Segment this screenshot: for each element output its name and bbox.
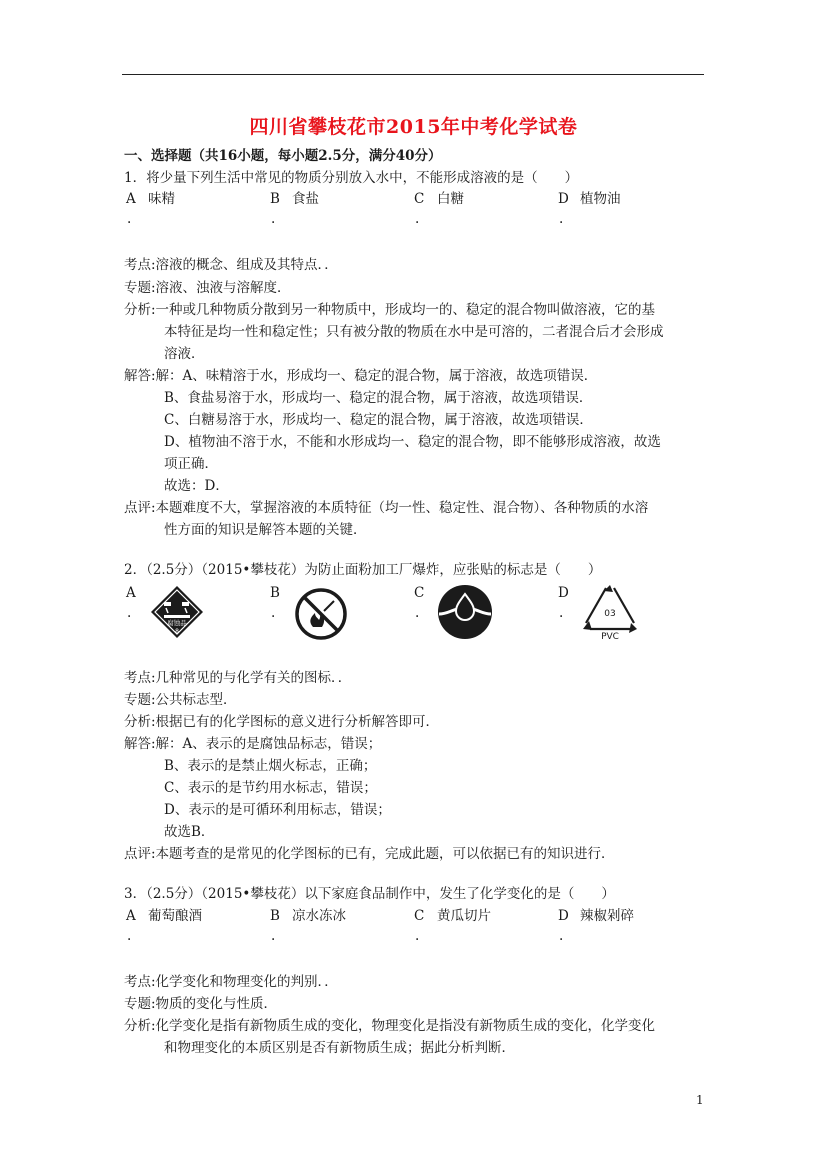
q1-option-d-letter: D (558, 191, 569, 207)
q2-option-dot: . (559, 605, 564, 621)
q3-option-dot: . (559, 928, 564, 944)
svg-text:腐蚀品: 腐蚀品 (167, 619, 187, 627)
q2-option-d-letter: D (558, 585, 569, 601)
q1-zhuanti: 专题:溶液、浊液与溶解度． (124, 280, 291, 296)
q2-jieda-line: 解答:解：A、表示的是腐蚀品标志，错误； (124, 736, 382, 752)
q1-fenxi-line: 分析:一种或几种物质分散到另一种物质中，形成均一的、稳定的混合物叫做溶液，它的基 (124, 302, 656, 318)
q1-option-dot: . (415, 211, 420, 227)
q3-option-b-text: 凉水冻冰 (292, 908, 346, 924)
q1-option-dot: . (127, 211, 132, 227)
page-title: 四川省攀枝花市2015年中考化学试卷 (249, 116, 578, 138)
q2-option-dot: . (271, 605, 276, 621)
svg-text:8: 8 (175, 628, 179, 635)
corrosive-icon (150, 585, 204, 639)
water-saving-icon (437, 584, 493, 640)
q1-jieda-line: B、食盐易溶于水，形成均一、稳定的混合物，属于溶液，故选项错误． (164, 390, 593, 406)
q1-option-c-text: 白糖 (437, 191, 464, 207)
q1-jieda-line: 项正确． (164, 456, 218, 472)
q2-jieda-line: B、表示的是禁止烟火标志，正确； (164, 758, 377, 774)
q2-jieda-line: D、表示的是可循环利用标志，错误； (164, 802, 391, 818)
q1-fenxi-line: 本特征是均一性和稳定性；只有被分散的物质在水中是可溶的，二者混合后才会形成 (164, 324, 664, 340)
q2-option-dot: . (127, 605, 132, 621)
q3-fenxi-line: 分析:化学变化是指有新物质生成的变化，物理变化是指没有新物质生成的变化，化学变化 (124, 1018, 656, 1034)
svg-text:03: 03 (604, 609, 616, 619)
q2-jieda-line: C、表示的是节约用水标志，错误； (164, 780, 377, 796)
q2-option-dot: . (415, 605, 420, 621)
q3-option-c-letter: C (414, 908, 425, 924)
q1-option-d-text: 植物油 (580, 191, 621, 207)
q2-option-b-letter: B (270, 585, 280, 601)
svg-text:PVC: PVC (601, 632, 619, 641)
q2-option-c-letter: C (414, 585, 425, 601)
header-rule (122, 74, 704, 75)
q3-option-d-letter: D (558, 908, 569, 924)
q1-stem: 1．将少量下列生活中常见的物质分别放入水中，不能形成溶液的是（ ） (124, 170, 579, 186)
q1-dianping-line: 性方面的知识是解答本题的关键． (164, 522, 367, 538)
q1-jieda-line: 故选：D． (164, 478, 229, 494)
q3-option-a-text: 葡萄酿酒 (148, 908, 202, 924)
q2-stem: 2．（2.5分）（2015•攀枝花）为防止面粉加工厂爆炸，应张贴的标志是（ ） (124, 562, 602, 578)
q1-option-dot: . (559, 211, 564, 227)
q3-option-dot: . (127, 928, 132, 944)
q1-option-a-letter: A (126, 191, 136, 207)
no-fire-icon (294, 587, 348, 641)
q1-jieda-line: D、植物油不溶于水，不能和水形成均一、稳定的混合物，即不能够形成溶液，故选 (164, 434, 661, 450)
q1-option-a-text: 味精 (148, 191, 175, 207)
q3-option-c-text: 黄瓜切片 (437, 908, 491, 924)
q2-jieda-line: 故选B． (164, 824, 215, 840)
section-heading: 一、选择题（共16小题，每小题2.5分，满分40分） (124, 148, 442, 164)
q3-option-a-letter: A (126, 908, 136, 924)
q1-jieda-line: 解答:解：A、味精溶于水，形成均一、稳定的混合物，属于溶液，故选项错误． (124, 368, 598, 384)
q2-kaodian: 考点:几种常见的与化学有关的图标．． (124, 670, 352, 686)
q3-kaodian: 考点:化学变化和物理变化的判别．． (124, 974, 338, 990)
q1-option-b-text: 食盐 (292, 191, 319, 207)
q2-option-a-letter: A (126, 585, 136, 601)
q1-jieda-line: C、白糖易溶于水，形成均一、稳定的混合物，属于溶液，故选项错误． (164, 412, 593, 428)
q3-option-d-text: 辣椒剁碎 (580, 908, 634, 924)
q1-option-c-letter: C (414, 191, 425, 207)
q2-fenxi-line: 分析:根据已有的化学图标的意义进行分析解答即可． (124, 714, 440, 730)
q3-fenxi-line: 和物理变化的本质区别是否有新物质生成；据此分析判断． (164, 1040, 515, 1056)
q3-stem: 3．（2.5分）（2015•攀枝花）以下家庭食品制作中，发生了化学变化的是（ ） (124, 886, 615, 902)
q1-dianping-line: 点评:本题难度不大，掌握溶液的本质特征（均一性、稳定性、混合物）、各种物质的水溶 (124, 500, 649, 516)
q3-option-dot: . (271, 928, 276, 944)
recycle-icon (580, 583, 640, 641)
q2-dianping-line: 点评:本题考查的是常见的化学图标的已有，完成此题，可以依据已有的知识进行． (124, 846, 615, 862)
q1-fenxi-line: 溶液． (164, 346, 205, 362)
q1-kaodian: 考点:溶液的概念、组成及其特点．． (124, 257, 338, 273)
q1-option-dot: . (271, 211, 276, 227)
q3-option-b-letter: B (270, 908, 280, 924)
q1-option-b-letter: B (270, 191, 280, 207)
q3-option-dot: . (415, 928, 420, 944)
q3-zhuanti: 专题:物质的变化与性质． (124, 996, 278, 1012)
q2-zhuanti: 专题:公共标志型． (124, 692, 237, 708)
page-number: 1 (696, 1093, 704, 1107)
